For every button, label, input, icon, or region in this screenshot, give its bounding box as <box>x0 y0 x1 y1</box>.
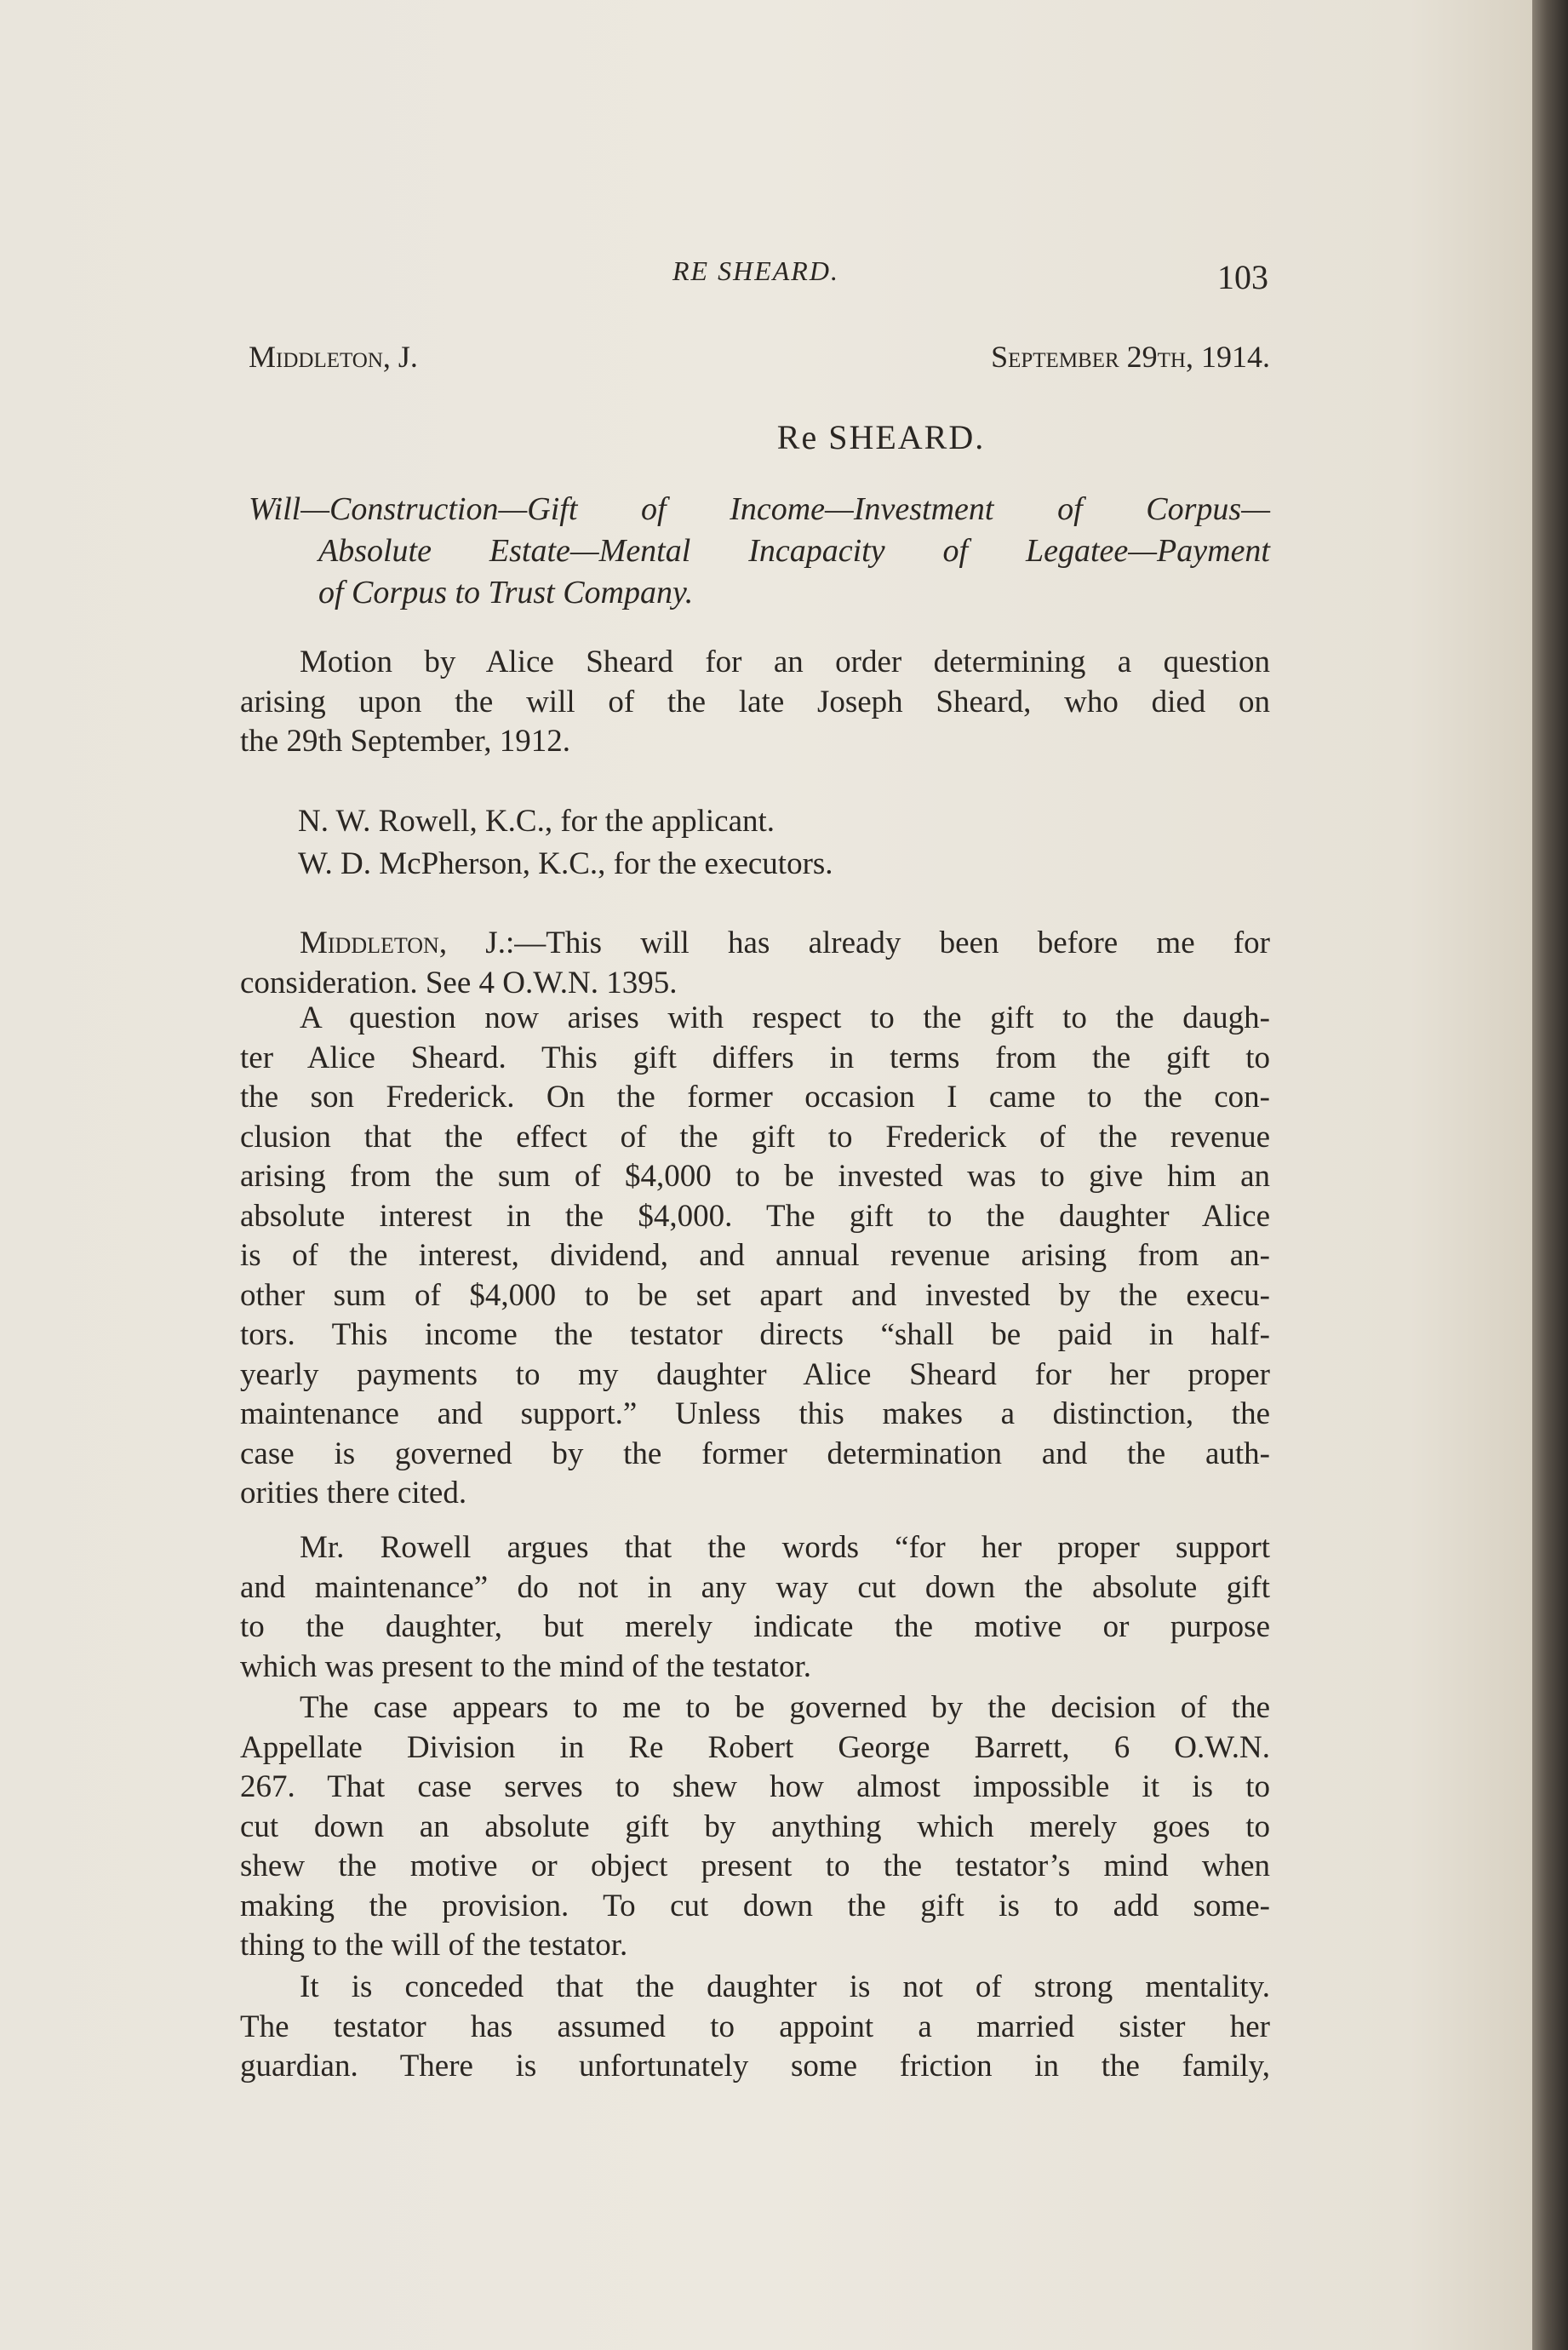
judgment-paragraph-3 <box>240 1528 1270 1687</box>
text-line: yearly payments to my daughter Alice Sheard for her proper <box>240 1356 1270 1392</box>
text-line: arising from the sum of $4,000 to be invested was to give him an <box>240 1159 1270 1194</box>
text-line: Appellate Division in Re Robert George Barrett, 6 O.W.N. <box>240 1729 1270 1765</box>
text-line: the son Frederick. On the former occasion I came to the con- <box>240 1080 1270 1115</box>
text-line: the 29th September, 1912. <box>240 724 570 759</box>
text-line: The case appears to me to be governed by the decision of the <box>300 1690 1270 1725</box>
text-line: cut down an absolute gift by anything which merely goes to <box>240 1808 1270 1844</box>
text-line: to the daughter, but merely indicate the motive or purpose <box>240 1609 1270 1644</box>
headnote-line: Absolute Estate—Mental Incapacity of Legatee—Payment <box>318 533 1270 569</box>
text-line: maintenance and support.” Unless this makes a distinction, the <box>240 1396 1270 1431</box>
text-line: ter Alice Sheard. This gift differs in terms from the gift to <box>240 1040 1270 1075</box>
text-line: other sum of $4,000 to be set apart and invested by the execu- <box>240 1277 1270 1313</box>
judge-name: Middleton, J. <box>249 340 418 374</box>
text-line: absolute interest in the $4,000. The gift to the daughter Alice <box>240 1198 1270 1234</box>
page-number: 103 <box>1217 258 1268 296</box>
text-line: case is governed by the former determination and the auth- <box>240 1436 1270 1471</box>
text-line: guardian. There is unfortunately some friction in the family, <box>240 2049 1270 2083</box>
text-line: and maintenance” do not in any way cut down the absolute gift <box>240 1569 1270 1605</box>
text-line: tors. This income the testator directs “shall be paid in half- <box>240 1317 1270 1352</box>
text-line: making the provision. To cut down the gift is to add some- <box>240 1888 1270 1923</box>
book-spine-edge <box>1532 0 1568 2350</box>
headnote-line: Will—Construction—Gift of Income—Investment of Corpus— <box>249 491 1270 527</box>
case-title-text: Re SHEARD. <box>776 418 986 456</box>
text-line: arising upon the will of the late Joseph Sheard, who died on <box>240 684 1270 719</box>
decision-date: September 29th, 1914. <box>991 340 1270 374</box>
judgment-paragraph-2 <box>240 999 1270 1514</box>
headnote-line: of Corpus to Trust Company. <box>318 575 694 610</box>
judge-date-line <box>249 339 1270 381</box>
text-line: A question now arises with respect to the gift to the daugh- <box>300 1000 1270 1035</box>
text-line: which was present to the mind of the testator. <box>240 1648 811 1684</box>
judgment-judge-name: Middleton, J. <box>300 926 506 960</box>
judgment-paragraph-4 <box>240 1688 1270 1966</box>
judgment-opening: :—This will has already been before me for <box>505 926 1270 960</box>
text-line: Mr. Rowell argues that the words “for her proper support <box>300 1530 1270 1565</box>
running-head-title: RE SHEARD. <box>672 255 839 286</box>
running-head <box>0 255 1532 298</box>
text-line: thing to the will of the testator. <box>240 1928 628 1963</box>
text-line: clusion that the effect of the gift to Frederick of the revenue <box>240 1119 1270 1155</box>
text-line <box>240 924 1270 964</box>
text-line: orities there cited. <box>240 1476 467 1510</box>
text-line: consideration. See 4 O.W.N. 1395. <box>240 965 678 1000</box>
text-line: Motion by Alice Sheard for an order determining a question <box>300 645 1270 679</box>
text-line: is of the interest, dividend, and annual revenue arising from an- <box>240 1238 1270 1273</box>
motion-paragraph <box>240 643 1270 762</box>
text-line: The testator has assumed to appoint a married sister her <box>240 2009 1270 2044</box>
counsel-executors: W. D. McPherson, K.C., for the executors. <box>298 846 833 881</box>
case-title <box>0 417 1532 457</box>
text-line: shew the motive or object present to the testator’s mind when <box>240 1848 1270 1883</box>
judgment-paragraph-5 <box>240 1968 1270 2087</box>
text-line: It is conceded that the daughter is not of strong mentality. <box>300 1969 1270 2004</box>
headnote <box>249 489 1270 614</box>
counsel-applicant: N. W. Rowell, K.C., for the applicant. <box>298 804 775 839</box>
judgment-paragraph-1 <box>240 924 1270 1003</box>
text-line: 267. That case serves to shew how almost impossible it is to <box>240 1769 1270 1804</box>
counsel-list <box>298 800 833 886</box>
